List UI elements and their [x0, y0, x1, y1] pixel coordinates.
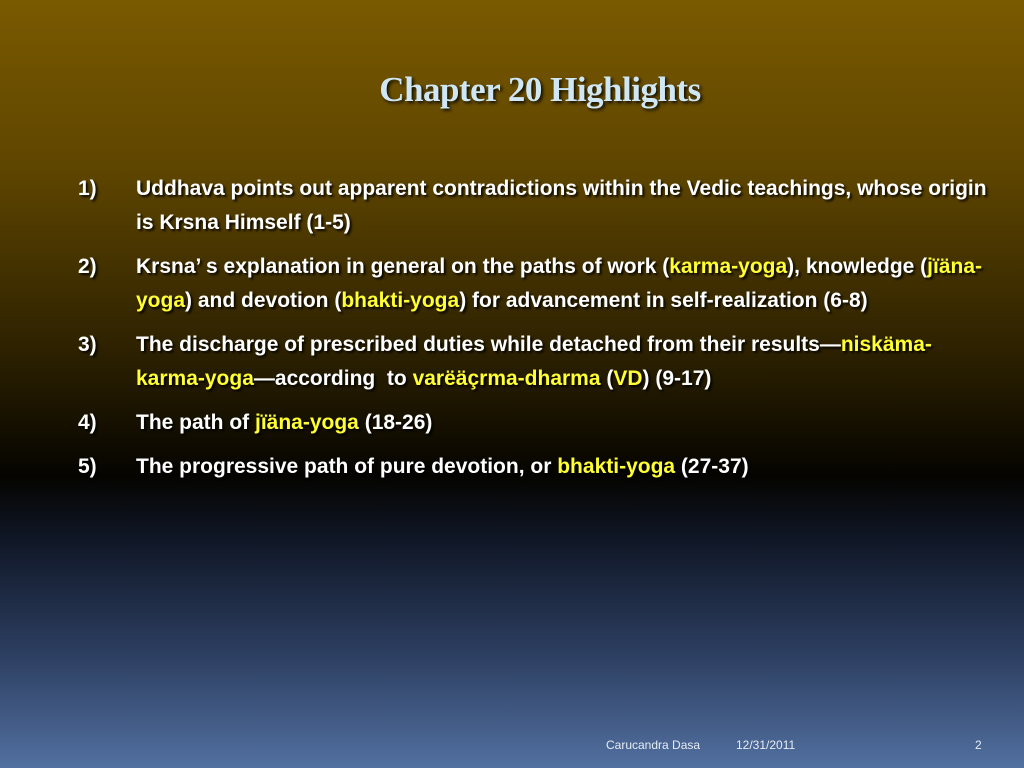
- footer-author: Carucandra Dasa: [606, 738, 701, 752]
- highlighted-term: niskäma-karma-yoga: [136, 333, 932, 390]
- text-segment: Uddhava points out apparent contradictions within the Vedic teachings, whose origin is Krsna Himself (1-5): [136, 177, 987, 234]
- text-segment: ) for advancement in self-realization (6-8): [459, 289, 868, 312]
- text-segment: (: [600, 367, 614, 390]
- footer-date: 12/31/2011: [736, 738, 796, 752]
- highlighted-term: karma-yoga: [669, 255, 788, 278]
- highlighted-term: VD: [613, 367, 643, 390]
- text-segment: —according to: [253, 367, 413, 390]
- highlighted-term: varëäçrma-dharma: [412, 367, 601, 390]
- list-item: [78, 406, 988, 440]
- highlighted-term: jïäna-yoga: [136, 255, 983, 312]
- text-segment: ), knowledge (: [787, 255, 928, 278]
- highlighted-term: jïäna-yoga: [255, 411, 359, 434]
- item-number: 5): [78, 455, 97, 478]
- highlights-list: [78, 172, 988, 494]
- slide-title: Chapter 20 Highlights: [379, 70, 701, 109]
- text-segment: The discharge of prescribed duties while detached from their results—: [136, 333, 841, 356]
- footer-page-number: 2: [975, 738, 982, 752]
- text-segment: The path of: [136, 411, 255, 434]
- item-text: [136, 250, 988, 318]
- text-segment: ) and devotion (: [185, 289, 342, 312]
- list-item: [78, 450, 988, 484]
- item-text: [136, 450, 988, 484]
- highlighted-term: bhakti-yoga: [341, 289, 460, 312]
- list-item: [78, 328, 988, 396]
- list-item: [78, 172, 988, 240]
- item-text: [136, 172, 988, 240]
- list-item: [78, 250, 988, 318]
- item-number: 3): [78, 333, 97, 356]
- item-number: 4): [78, 411, 97, 434]
- item-text: [136, 406, 988, 440]
- item-number: 2): [78, 255, 97, 278]
- text-segment: ) (9-17): [642, 367, 712, 390]
- text-segment: (27-37): [675, 455, 749, 478]
- item-text: [136, 328, 988, 396]
- text-segment: Krsna’ s explanation in general on the paths of work (: [136, 255, 670, 278]
- highlighted-term: bhakti-yoga: [557, 455, 676, 478]
- text-segment: (18-26): [358, 411, 433, 434]
- item-number: 1): [78, 177, 97, 200]
- text-segment: The progressive path of pure devotion, or: [136, 455, 558, 478]
